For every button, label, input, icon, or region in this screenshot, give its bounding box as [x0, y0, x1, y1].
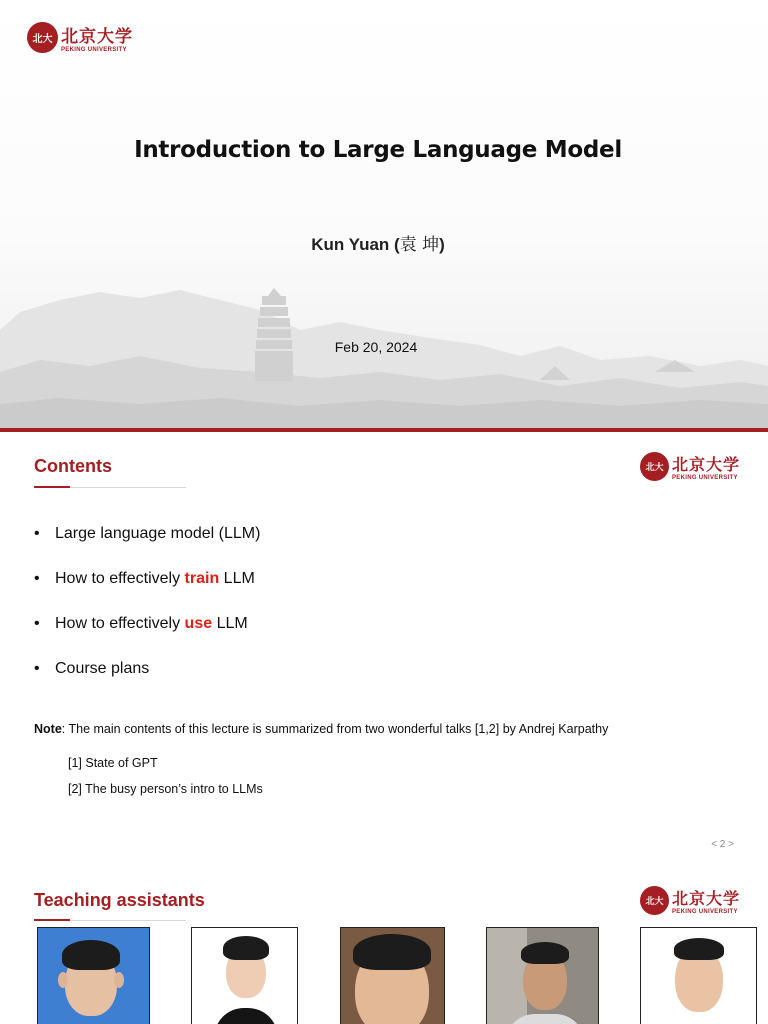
bullet-text-suffix: LLM — [219, 570, 255, 587]
teaching-assistants-heading: Teaching assistants — [34, 890, 205, 910]
logo-english-name: PEKING UNIVERSITY — [61, 47, 127, 53]
bullet-dot: • — [34, 615, 40, 632]
heading-underline-red — [34, 486, 70, 488]
author-chinese-name: 袁 坤 — [399, 235, 440, 255]
teaching-assistant-photo-3 — [340, 927, 445, 1024]
logo-chinese-name: 北京大学 — [61, 27, 133, 47]
teaching-assistants-slide — [0, 870, 768, 1024]
seal-glyph: 北大 — [645, 463, 664, 473]
presentation-date: Feb 20, 2024 — [334, 339, 418, 355]
bullet-dot: • — [34, 525, 40, 542]
author — [0, 230, 756, 255]
university-seal-icon — [640, 452, 669, 481]
highlight-train: train — [184, 570, 220, 587]
list-item — [34, 615, 260, 660]
peking-university-logo — [27, 22, 133, 53]
logo-english-name: PEKING UNIVERSITY — [672, 475, 738, 481]
logo-chinese-name: 北京大学 — [672, 455, 741, 474]
logo-english-name: PEKING UNIVERSITY — [672, 909, 738, 915]
logo-chinese-name: 北京大学 — [672, 889, 741, 908]
reference-2: [2] The busy person’s intro to LLMs — [68, 782, 263, 796]
author-name: Kun Yuan ( — [311, 235, 400, 254]
note — [34, 722, 608, 736]
note-text: : The main contents of this lecture is summarized from two wonderful talks [1,2] by Andrej Karpathy — [61, 722, 609, 736]
heading-underline-grey — [70, 487, 186, 488]
teaching-assistant-photo-5 — [640, 927, 757, 1024]
list-item — [34, 525, 260, 570]
heading-underline-grey — [70, 920, 186, 921]
bullet-text: Course plans — [55, 660, 150, 677]
bullet-text: Large language model (LLM) — [55, 525, 261, 542]
teaching-assistant-photo-2 — [191, 927, 298, 1024]
bullet-text: How to effectively — [55, 615, 185, 632]
bullet-dot: • — [34, 660, 40, 677]
teaching-assistant-photo-4 — [486, 927, 599, 1024]
logo-wordmark — [672, 886, 740, 915]
peking-university-logo — [640, 886, 740, 915]
list-item — [34, 660, 260, 705]
logo-wordmark — [672, 452, 740, 481]
reference-1: [1] State of GPT — [68, 756, 158, 770]
author-close-paren: ) — [439, 235, 445, 254]
presentation-title: Introduction to Large Language Model — [134, 137, 622, 163]
title-slide — [0, 0, 768, 432]
university-seal-icon — [27, 22, 58, 53]
list-item — [34, 570, 260, 615]
bullet-text: How to effectively — [55, 570, 185, 587]
note-label: Note — [34, 722, 62, 736]
heading-underline-red — [34, 919, 70, 921]
seal-glyph: 北大 — [32, 34, 53, 45]
contents-heading: Contents — [34, 456, 112, 476]
campus-background-image — [0, 0, 768, 432]
contents-list — [34, 525, 260, 705]
university-seal-icon — [640, 886, 669, 915]
bullet-dot: • — [34, 570, 40, 587]
peking-university-logo — [640, 452, 740, 481]
page-number: < 2 > — [711, 839, 734, 850]
contents-slide — [0, 432, 768, 870]
teaching-assistant-photo-1 — [37, 927, 150, 1024]
bullet-text-suffix: LLM — [212, 615, 248, 632]
seal-glyph: 北大 — [645, 897, 664, 907]
highlight-use: use — [184, 615, 213, 632]
logo-wordmark — [61, 22, 133, 53]
